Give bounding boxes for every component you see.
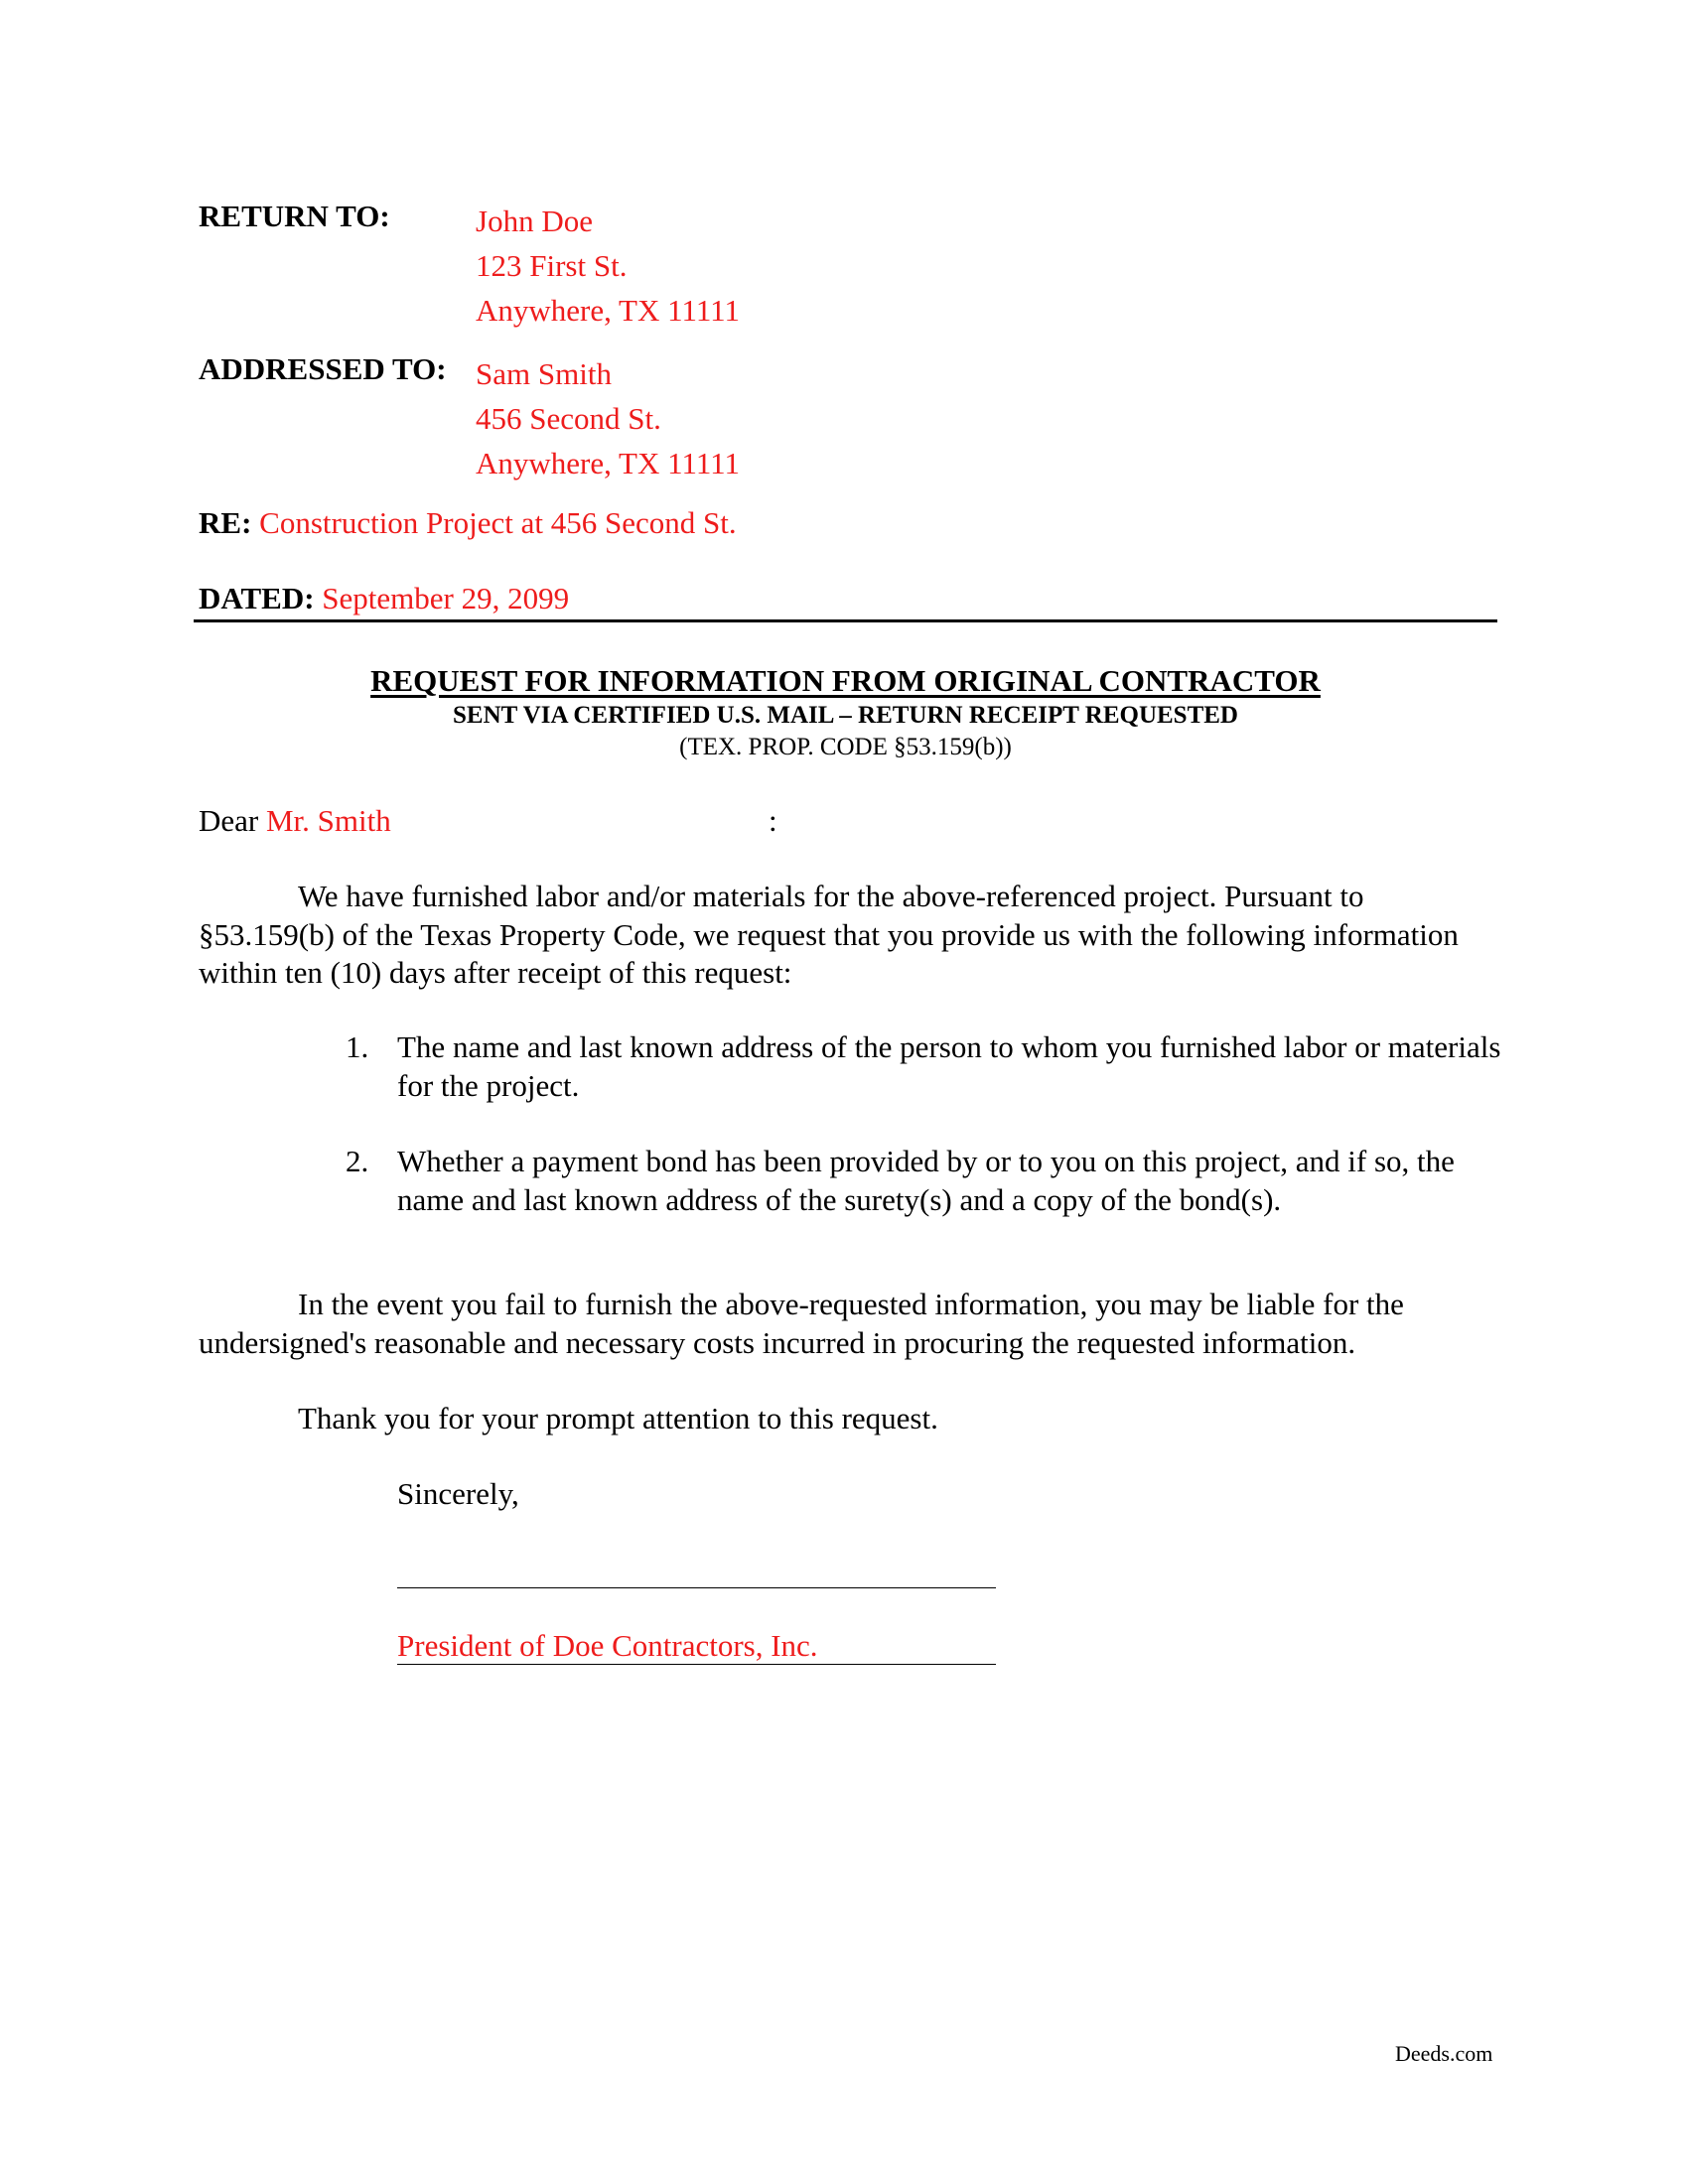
dated-line: [199, 581, 569, 616]
salutation-colon: :: [769, 803, 777, 838]
footer-brand: Deeds.com: [1395, 2041, 1493, 2066]
re-label: RE:: [199, 505, 252, 540]
return-to-address: [476, 199, 740, 333]
dated-label: DATED:: [199, 581, 315, 615]
return-to-street: 123 First St.: [476, 248, 628, 283]
addressed-to-name: Sam Smith: [476, 356, 612, 391]
header-divider: [194, 619, 1497, 622]
closing: Sincerely,: [397, 1476, 519, 1511]
document-subtitle: SENT VIA CERTIFIED U.S. MAIL – RETURN RECEIPT REQUESTED: [453, 702, 1238, 729]
signer-underline: [397, 1664, 996, 1665]
list-item-number: 1.: [346, 1029, 369, 1064]
addressed-to-label: ADDRESSED TO:: [199, 351, 447, 386]
signer-title: President of Doe Contractors, Inc.: [397, 1628, 818, 1663]
salutation-prefix: Dear: [199, 803, 259, 838]
addressed-to-street: 456 Second St.: [476, 401, 661, 436]
re-value: Construction Project at 456 Second St.: [259, 505, 737, 540]
signature-line: [397, 1587, 996, 1588]
dated-value: September 29, 2099: [322, 581, 570, 615]
return-to-city: Anywhere, TX 11111: [476, 293, 741, 328]
addressed-to-city: Anywhere, TX 11111: [476, 446, 741, 480]
list-item: [346, 1028, 1501, 1105]
return-to-label: RETURN TO:: [199, 199, 390, 233]
return-to-name: John Doe: [476, 204, 593, 238]
re-line: [199, 505, 737, 541]
body-paragraph-1: We have furnished labor and/or materials for the above-referenced project. Pursuant to §53.159(b) of the Texas Property Code, we request that you provide us with the following information within ten (10) days after receipt of this request:: [199, 879, 1459, 990]
statute-reference: (TEX. PROP. CODE §53.159(b)): [679, 734, 1012, 760]
body-paragraph-2: In the event you fail to furnish the above-requested information, you may be liable for the undersigned's reasonable and necessary costs incurred in procuring the requested information.: [199, 1287, 1404, 1360]
list-item-text: The name and last known address of the person to whom you furnished labor or materials for the project.: [397, 1029, 1501, 1103]
salutation: [199, 803, 391, 839]
list-item-number: 2.: [346, 1144, 369, 1178]
salutation-name: Mr. Smith: [265, 803, 391, 838]
addressed-to-address: [476, 351, 740, 485]
title-block: [194, 662, 1497, 763]
document-title: REQUEST FOR INFORMATION FROM ORIGINAL CONTRACTOR: [370, 663, 1321, 698]
list-item: [346, 1143, 1501, 1219]
body-paragraph-3: Thank you for your prompt attention to this request.: [298, 1401, 938, 1435]
list-item-text: Whether a payment bond has been provided by or to you on this project, and if so, the name and last known address of the surety(s) and a copy of the bond(s).: [397, 1144, 1455, 1217]
